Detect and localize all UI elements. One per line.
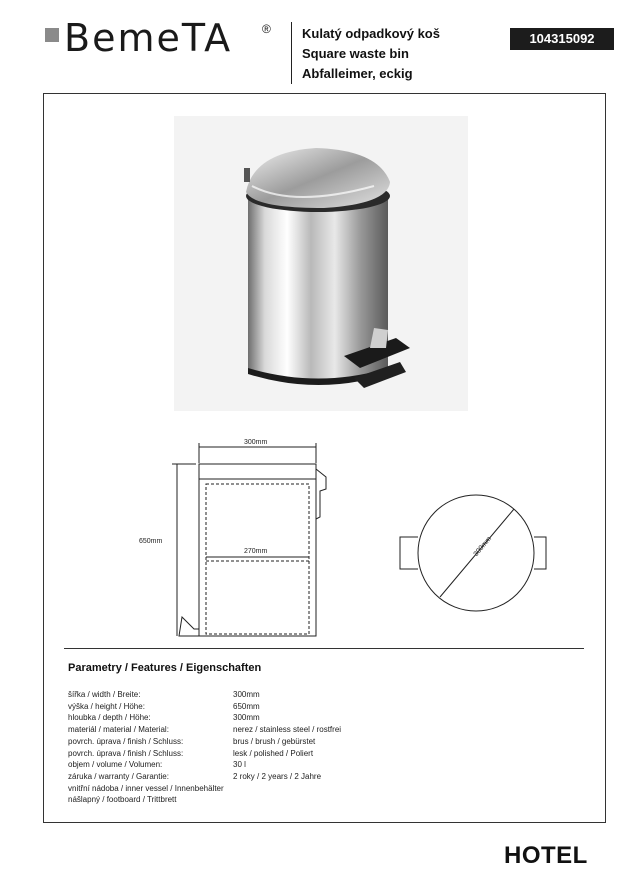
registered-mark: ® bbox=[262, 22, 271, 36]
feature-row bbox=[68, 783, 568, 795]
waste-bin-photo-icon bbox=[174, 116, 468, 411]
technical-drawings bbox=[139, 439, 604, 654]
feature-row bbox=[68, 712, 568, 724]
height-dimension-label: 650mm bbox=[139, 538, 163, 545]
feature-value: brus / brush / gebürstet bbox=[233, 736, 316, 746]
feature-row bbox=[68, 771, 568, 783]
product-sheet-frame bbox=[43, 93, 606, 823]
feature-value: 300mm bbox=[233, 713, 260, 723]
product-titles bbox=[302, 24, 440, 84]
logo-square-icon bbox=[45, 28, 59, 42]
brand-name: BemeTA bbox=[64, 16, 233, 60]
feature-label: objem / volume / Volumen: bbox=[68, 760, 163, 770]
diameter-label: 300mm bbox=[472, 535, 494, 558]
feature-label: výška / height / Höhe: bbox=[68, 701, 145, 711]
dimension-drawing bbox=[139, 439, 604, 654]
feature-label: vnitřní nádoba / inner vessel / Innenbehälter bbox=[68, 783, 224, 793]
header-divider bbox=[291, 22, 292, 84]
feature-value: 30 l bbox=[233, 760, 246, 770]
features-title: Parametry / Features / Eigenschaften bbox=[68, 662, 262, 674]
collection-name: HOTEL bbox=[504, 842, 588, 869]
product-code-badge: 104315092 bbox=[510, 28, 614, 50]
product-title-cs: Kulatý odpadkový koš bbox=[302, 26, 440, 41]
brand-logo bbox=[40, 16, 280, 64]
feature-label: šířka / width / Breite: bbox=[68, 690, 141, 699]
feature-label: záruka / warranty / Garantie: bbox=[68, 771, 169, 781]
feature-label: materiál / material / Material: bbox=[68, 725, 169, 735]
width-dimension-label: 300mm bbox=[244, 439, 268, 446]
feature-row bbox=[68, 689, 568, 701]
section-divider bbox=[64, 648, 584, 649]
feature-label: nášlapný / footboard / Trittbrett bbox=[68, 795, 177, 805]
feature-row bbox=[68, 736, 568, 748]
feature-label: hloubka / depth / Höhe: bbox=[68, 713, 151, 723]
feature-value: lesk / polished / Poliert bbox=[233, 748, 314, 758]
feature-label: povrch. úprava / finish / Schluss: bbox=[68, 748, 184, 758]
feature-row bbox=[68, 701, 568, 713]
inner-width-label: 270mm bbox=[244, 548, 268, 555]
feature-label: povrch. úprava / finish / Schluss: bbox=[68, 736, 184, 746]
feature-row bbox=[68, 759, 568, 771]
feature-value: 300mm bbox=[233, 690, 260, 699]
feature-row bbox=[68, 794, 568, 806]
features-list bbox=[68, 689, 568, 806]
feature-value: nerez / stainless steel / rostfrei bbox=[233, 725, 342, 735]
feature-value: 650mm bbox=[233, 701, 260, 711]
product-photo bbox=[174, 116, 468, 411]
product-title-en: Square waste bin bbox=[302, 46, 409, 61]
feature-row bbox=[68, 724, 568, 736]
feature-value: 2 roky / 2 years / 2 Jahre bbox=[233, 771, 322, 781]
product-title-de: Abfalleimer, eckig bbox=[302, 66, 413, 81]
feature-row bbox=[68, 748, 568, 760]
